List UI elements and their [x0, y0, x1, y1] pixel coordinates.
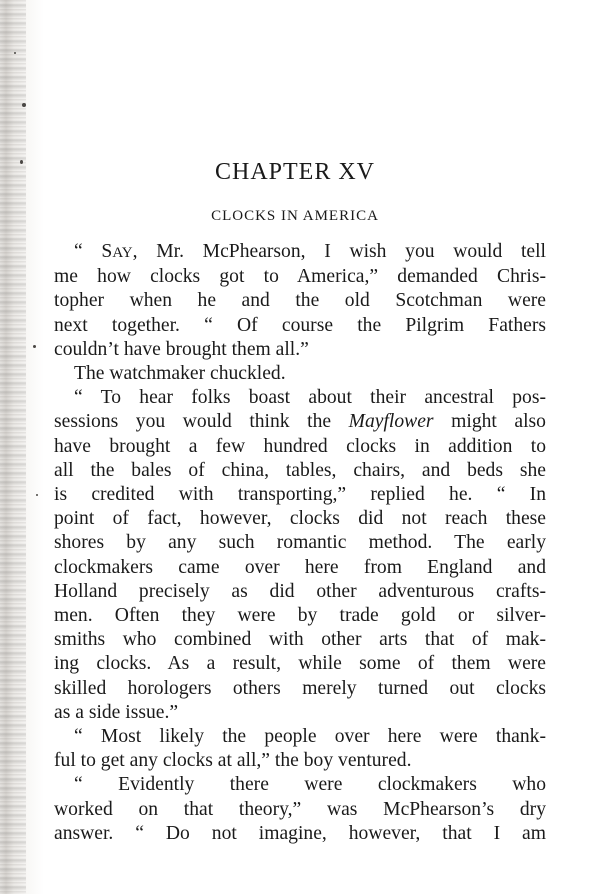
- ink-speck: [36, 494, 38, 496]
- text-line: [54, 435, 546, 459]
- text-segment: skilled horologers others merely turned out clocks: [54, 677, 546, 699]
- text-segment: me how clocks got to America,” demanded Chris-: [54, 266, 546, 288]
- paragraph: [54, 240, 546, 362]
- text-segment: , Mr. McPhearson, I wish you would tell: [132, 241, 546, 262]
- text-segment: “ S: [74, 241, 113, 262]
- paragraph: [54, 773, 546, 846]
- text-line: [54, 604, 546, 628]
- italic-title-text: Mayflower: [348, 411, 434, 433]
- text-segment: worked on that theory,” was McPhearson’s dry: [54, 798, 546, 820]
- text-segment: smiths who combined with other arts that of mak-: [54, 629, 546, 651]
- text-segment: shores by any such romantic method. The early: [54, 532, 546, 554]
- paragraph: [54, 362, 546, 386]
- text-segment: Holland precisely as did other adventurous crafts-: [54, 580, 546, 602]
- small-caps-text: AY: [112, 245, 133, 261]
- text-segment: next together. “ Of course the Pilgrim Fathers: [54, 314, 546, 336]
- text-segment: “ Most likely the people over here were thank-: [74, 726, 546, 748]
- text-segment: all the bales of china, tables, chairs, and beds she: [54, 459, 546, 481]
- text-line: [54, 265, 546, 289]
- text-segment: “ Evidently there were clockmakers who: [74, 774, 546, 796]
- text-segment: as a side issue.”: [54, 701, 179, 723]
- text-line: [54, 556, 546, 580]
- text-line: [54, 822, 546, 846]
- text-line: [54, 628, 546, 652]
- paragraph: [54, 386, 546, 725]
- text-segment: topher when he and the old Scotchman were: [54, 290, 546, 312]
- text-line: [54, 531, 546, 555]
- text-segment: men. Often they were by trade gold or silver-: [54, 605, 546, 627]
- text-line: [54, 362, 546, 386]
- text-line: [54, 701, 546, 725]
- text-line: [54, 314, 546, 338]
- text-segment: couldn’t have brought them all.”: [54, 338, 309, 360]
- chapter-heading: CHAPTER XV: [214, 159, 375, 185]
- text-segment: might also: [433, 411, 546, 433]
- text-segment: point of fact, however, clocks did not reach these: [54, 508, 546, 530]
- text-line: [54, 749, 546, 773]
- text-line: [54, 289, 546, 313]
- ink-speck: [22, 103, 26, 107]
- text-segment: is credited with transporting,” replied he. “ In: [54, 484, 546, 506]
- text-segment: clockmakers came over here from England and: [54, 556, 546, 578]
- text-segment: ing clocks. As a result, while some of them were: [54, 653, 546, 675]
- ink-speck: [14, 52, 16, 54]
- text-line: [54, 338, 546, 362]
- text-segment: sessions you would think the: [54, 411, 349, 433]
- text-segment: The watchmaker chuckled.: [74, 363, 286, 385]
- scanned-page-edge: [0, 0, 44, 894]
- text-line: [54, 459, 546, 483]
- text-line: [54, 798, 546, 822]
- text-segment: have brought a few hundred clocks in addition to: [54, 435, 546, 457]
- text-line: [54, 725, 546, 749]
- chapter-body-text: [54, 240, 546, 846]
- text-line: [54, 483, 546, 507]
- text-line: [54, 580, 546, 604]
- text-line: [54, 652, 546, 676]
- text-line: [54, 773, 546, 797]
- text-line: [54, 677, 546, 701]
- text-segment: “ To hear folks boast about their ancestral pos-: [74, 387, 546, 409]
- text-line: [54, 410, 546, 434]
- text-segment: ful to get any clocks at all,” the boy ventured.: [54, 750, 412, 772]
- ink-speck: [33, 345, 36, 348]
- text-line: [54, 240, 546, 265]
- chapter-subtitle: CLOCKS IN AMERICA: [211, 208, 379, 224]
- text-segment: answer. “ Do not imagine, however, that I am: [54, 822, 546, 844]
- paragraph: [54, 725, 546, 773]
- text-line: [54, 386, 546, 410]
- text-line: [54, 507, 546, 531]
